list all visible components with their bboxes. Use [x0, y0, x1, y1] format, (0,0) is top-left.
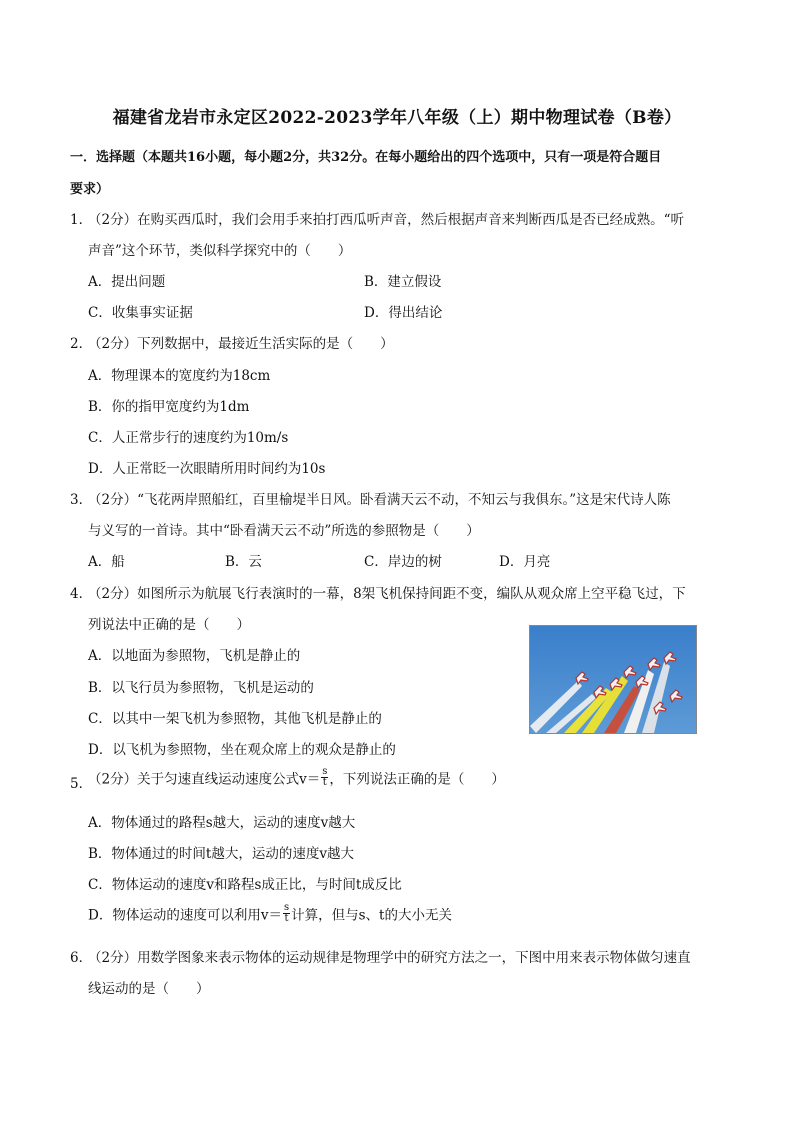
q3-stem-cont: 与义写的一首诗。其中“卧看满天云不动”所选的参照物是（ ） — [88, 523, 480, 539]
q3-option-c[interactable]: C．岸边的树 — [364, 554, 442, 570]
q2-option-c[interactable]: C．人正常步行的速度约为10m/s — [88, 430, 289, 446]
q6-number: 6． — [70, 950, 93, 966]
section-heading: 一．选择题（本题共16小题，每小题2分，共32分。在每小题给出的四个选项中，只有一项是符合题目 — [70, 150, 662, 165]
q3-option-d[interactable]: D．月亮 — [499, 554, 551, 570]
q3-number: 3． — [70, 492, 93, 508]
q2-option-d[interactable]: D．人正常眨一次眼睛所用时间约为10s — [88, 461, 326, 477]
q2-number: 2． — [70, 336, 93, 352]
fraction-numerator-2: s — [283, 902, 290, 913]
fraction-denominator: t — [322, 777, 327, 788]
airshow-photo-drawing — [530, 626, 696, 733]
q5-stem-post: ，下列说法正确的是（ ） — [329, 771, 505, 788]
speed-formula-fraction — [321, 767, 328, 788]
q5-stem-pre: （2分）关于匀速直线运动速度公式v＝ — [88, 771, 321, 788]
fraction-denominator-2: t — [284, 913, 289, 924]
q6-stem: （2分）用数学图象来表示物体的运动规律是物理学中的研究方法之一，下图中用来表示物体做匀速直 — [88, 950, 691, 966]
fraction-numerator: s — [322, 766, 328, 777]
q4-option-c[interactable]: C．以其中一架飞机为参照物，其他飞机是静止的 — [88, 711, 382, 727]
q1-option-d[interactable]: D．得出结论 — [364, 305, 443, 321]
q5-option-d-pre: D．物体运动的速度可以利用v＝ — [88, 907, 282, 924]
q1-number: 1． — [70, 212, 93, 228]
q2-option-b[interactable]: B．你的指甲宽度约为1dm — [88, 399, 250, 415]
q2-option-a[interactable]: A．物理课本的宽度约为18cm — [88, 368, 271, 384]
q4-option-a[interactable]: A．以地面为参照物，飞机是静止的 — [88, 648, 301, 664]
q1-option-c[interactable]: C．收集事实证据 — [88, 305, 193, 321]
q5-option-c[interactable]: C．物体运动的速度v和路程s成正比，与时间t成反比 — [88, 877, 402, 893]
speed-formula-fraction-2 — [283, 903, 290, 924]
q1-option-a[interactable]: A．提出问题 — [88, 274, 166, 290]
q3-stem: （2分）“飞花两岸照船红，百里榆堤半日风。卧看满天云不动，不知云与我俱东。”这是宋代诗人陈 — [88, 492, 671, 508]
section-heading-cont: 要求） — [70, 182, 110, 197]
q1-option-b[interactable]: B．建立假设 — [364, 274, 442, 290]
q2-stem: （2分）下列数据中，最接近生活实际的是（ ） — [88, 336, 394, 352]
q1-stem: （2分）在购买西瓜时，我们会用手来拍打西瓜听声音，然后根据声音来判断西瓜是否已经成熟。“听 — [88, 212, 684, 228]
airshow-formation-photo — [529, 625, 697, 734]
q4-number: 4． — [70, 586, 93, 602]
q4-option-b[interactable]: B．以飞行员为参照物，飞机是运动的 — [88, 680, 314, 696]
q4-stem: （2分）如图所示为航展飞行表演时的一幕，8架飞机保持间距不变，编队从观众席上空平稳飞过，下 — [88, 586, 686, 602]
q4-option-d[interactable]: D．以飞机为参照物，坐在观众席上的观众是静止的 — [88, 742, 396, 758]
q5-option-d-post: 计算，但与s、t的大小无关 — [291, 907, 452, 924]
q1-stem-cont: 声音”这个环节，类似科学探究中的（ ） — [88, 243, 352, 259]
q6-stem-cont: 线运动的是（ ） — [88, 981, 210, 997]
q5-option-a[interactable]: A．物体通过的路程s越大，运动的速度v越大 — [88, 815, 356, 831]
q5-number: 5． — [70, 776, 93, 792]
q5-stem — [88, 767, 505, 788]
q3-option-b[interactable]: B．云 — [225, 554, 262, 570]
q4-stem-cont: 列说法中正确的是（ ） — [88, 617, 250, 633]
q3-option-a[interactable]: A．船 — [88, 554, 125, 570]
q5-option-d[interactable] — [88, 903, 452, 924]
q5-option-b[interactable]: B．物体通过的时间t越大，运动的速度v越大 — [88, 846, 354, 862]
page-title: 福建省龙岩市永定区2022-2023学年八年级（上）期中物理试卷（B卷） — [112, 108, 682, 128]
